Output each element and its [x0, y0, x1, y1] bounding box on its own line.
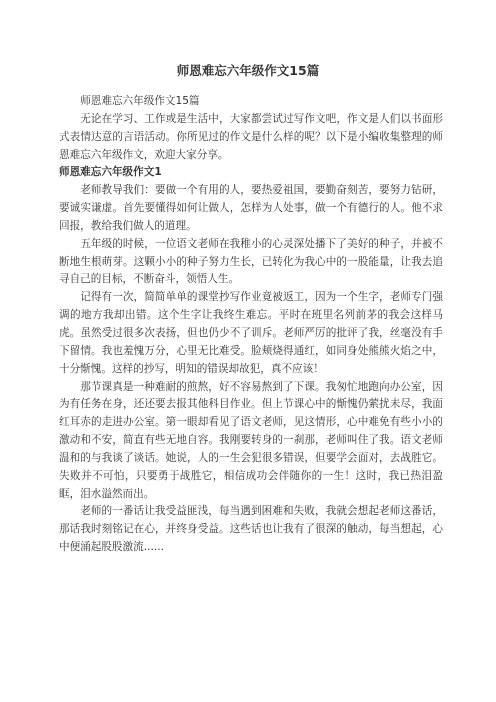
- section-heading: 师恩难忘六年级作文1: [59, 166, 162, 179]
- body-paragraph: 老师教导我们：要做一个有用的人，要热爱祖国，要勤奋刻苦，要努力钻研，要诚实谦虚。首先要懂得如何让做人，怎样为人处事，做一个有德行的人。他不求回报，教给我们做人的道理。: [59, 184, 443, 232]
- body-paragraph: 老师的一番话让我受益匪浅，每当遇到困难和失败，我就会想起老师这番话，那话我时刻铭记在心，并终身受益。这些话也让我有了很深的触动，每当想起，心中便涌起股股激流......: [59, 505, 443, 554]
- intro-title-line: 师恩难忘六年级作文15篇: [80, 95, 200, 107]
- body-paragraph: 那节课真是一种难耐的煎熬，好不容易熬到了下课。我匆忙地跑向办公室，因为有任务在身，还还要去报其他科目作业。但上节课心中的惭愧仍萦扰未尽，我面红耳赤的走进办公室。第一眼却看见了语文老师，见这情形，心中难免有些小小的激动和不安，简直有些无地自容。我刚要转身的一刹那，老师叫住了我。语文老师温和的与我谈了谈话。她说，人的一生会犯很多错误，但要学会面对，去战胜它。失败并不可怕，只要勇于战胜它，相信成功会伴随你的一生！这时，我已热泪盈眶，泪水溢然而出。: [59, 380, 443, 500]
- body-paragraph: 五年级的时候，一位语文老师在我稚小的心灵深处播下了美好的种子，并被不断地生根萌芽。这颗小小的种子努力生长，已转化为我心中的一股能量，让我去追寻自己的目标，不断奋斗，领悟人生。: [59, 237, 443, 286]
- document-body: [59, 93, 443, 557]
- document-title: 师恩难忘六年级作文15篇: [176, 63, 320, 78]
- intro-paragraph: 无论在学习、工作或是生活中，大家都尝试过写作文吧，作文是人们以书面形式表情达意的言语活动。你所见过的作文是什么样的呢？以下是小编收集整理的师恩难忘六年级作文，欢迎大家分享。: [59, 112, 443, 161]
- body-paragraph: 记得有一次，简简单单的课堂抄写作业竟被返工，因为一个生字，老师专门强调的地方我却出错。这个生字让我终生难忘。平时在班里名列前茅的我会这样马虎。虽然受过很多次表扬，但也仍少不了训斥。老师严厉的批评了我，丝毫没有手下留情。我也羞愧万分，心里无比难受。脸颊烧得通红，如同身处熊熊火焰之中，十分惭愧。这样的抄写，明知的错误却故犯，真不应该！: [59, 291, 443, 375]
